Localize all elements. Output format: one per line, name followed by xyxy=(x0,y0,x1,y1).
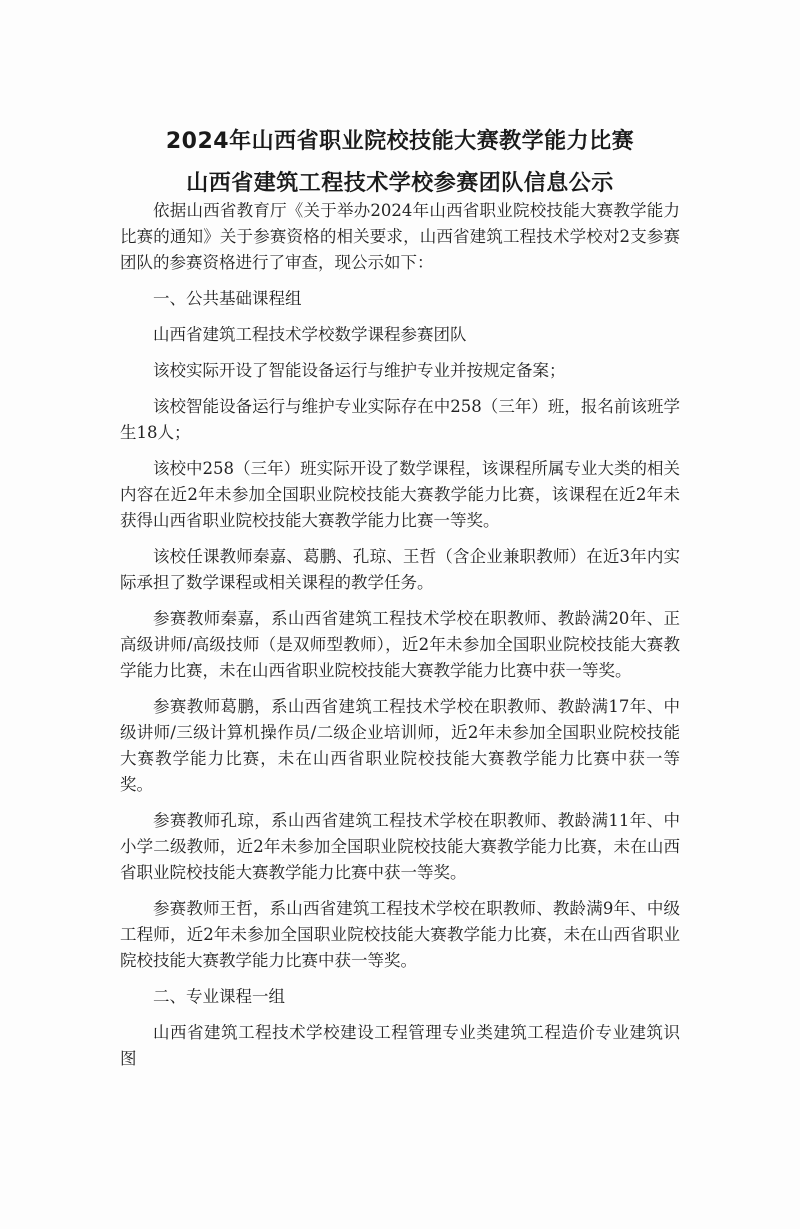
paragraph-teacher-kongqiong: 参赛教师孔琼，系山西省建筑工程技术学校在职教师、教龄满11年、中小学二级教师，近2年未参加全国职业院校技能大赛教学能力比赛，未在山西省职业院校技能大赛教学能力比赛中获一等奖。 xyxy=(120,811,680,882)
paragraph-course-info: 该校中258（三年）班实际开设了数学课程，该课程所属专业大类的相关内容在近2年未参加全国职业院校技能大赛教学能力比赛，该课程在近2年未获得山西省职业院校技能大赛教学能力比赛一等奖。 xyxy=(120,459,680,530)
paragraph-teacher-qinjia: 参赛教师秦嘉，系山西省建筑工程技术学校在职教师、教龄满20年、正高级讲师/高级技师（是双师型教师），近2年未参加全国职业院校技能大赛教学能力比赛，未在山西省职业院校技能大赛教学能力比赛中获一等奖。 xyxy=(120,609,680,680)
intro-paragraph: 依据山西省教育厅《关于举办2024年山西省职业院校技能大赛教学能力比赛的通知》关于参赛资格的相关要求，山西省建筑工程技术学校对2支参赛团队的参赛资格进行了审查，现公示如下： xyxy=(120,201,680,272)
paragraph-teacher-wangzhe: 参赛教师王哲，系山西省建筑工程技术学校在职教师、教龄满9年、中级工程师，近2年未参加全国职业院校技能大赛教学能力比赛，未在山西省职业院校技能大赛教学能力比赛中获一等奖。 xyxy=(120,899,680,970)
document-subtitle: 山西省建筑工程技术学校参赛团队信息公示 xyxy=(186,171,614,196)
document-title: 2024年山西省职业院校技能大赛教学能力比赛 xyxy=(165,129,635,154)
paragraph-major-filing: 该校实际开设了智能设备运行与维护专业并按规定备案； xyxy=(153,361,566,380)
section-heading-public-basic: 一、公共基础课程组 xyxy=(153,289,302,308)
paragraph-teachers: 该校任课教师秦嘉、葛鹏、孔琼、王哲（含企业兼职教师）在近3年内实际承担了数学课程或相关课程的教学任务。 xyxy=(120,547,680,592)
document-body xyxy=(120,198,680,1082)
paragraph-professional-team: 山西省建筑工程技术学校建设工程管理专业类建筑工程造价专业建筑识图 xyxy=(120,1023,680,1068)
section-heading-professional: 二、专业课程一组 xyxy=(153,987,285,1006)
team-name-math: 山西省建筑工程技术学校数学课程参赛团队 xyxy=(153,325,467,344)
paragraph-teacher-gepeng: 参赛教师葛鹏，系山西省建筑工程技术学校在职教师、教龄满17年、中级讲师/三级计算机操作员/二级企业培训师，近2年未参加全国职业院校技能大赛教学能力比赛，未在山西省职业院校技能大赛教学能力比赛中获一等奖。 xyxy=(120,697,680,794)
paragraph-class-info: 该校智能设备运行与维护专业实际存在中258（三年）班，报名前该班学生18人； xyxy=(120,397,680,442)
